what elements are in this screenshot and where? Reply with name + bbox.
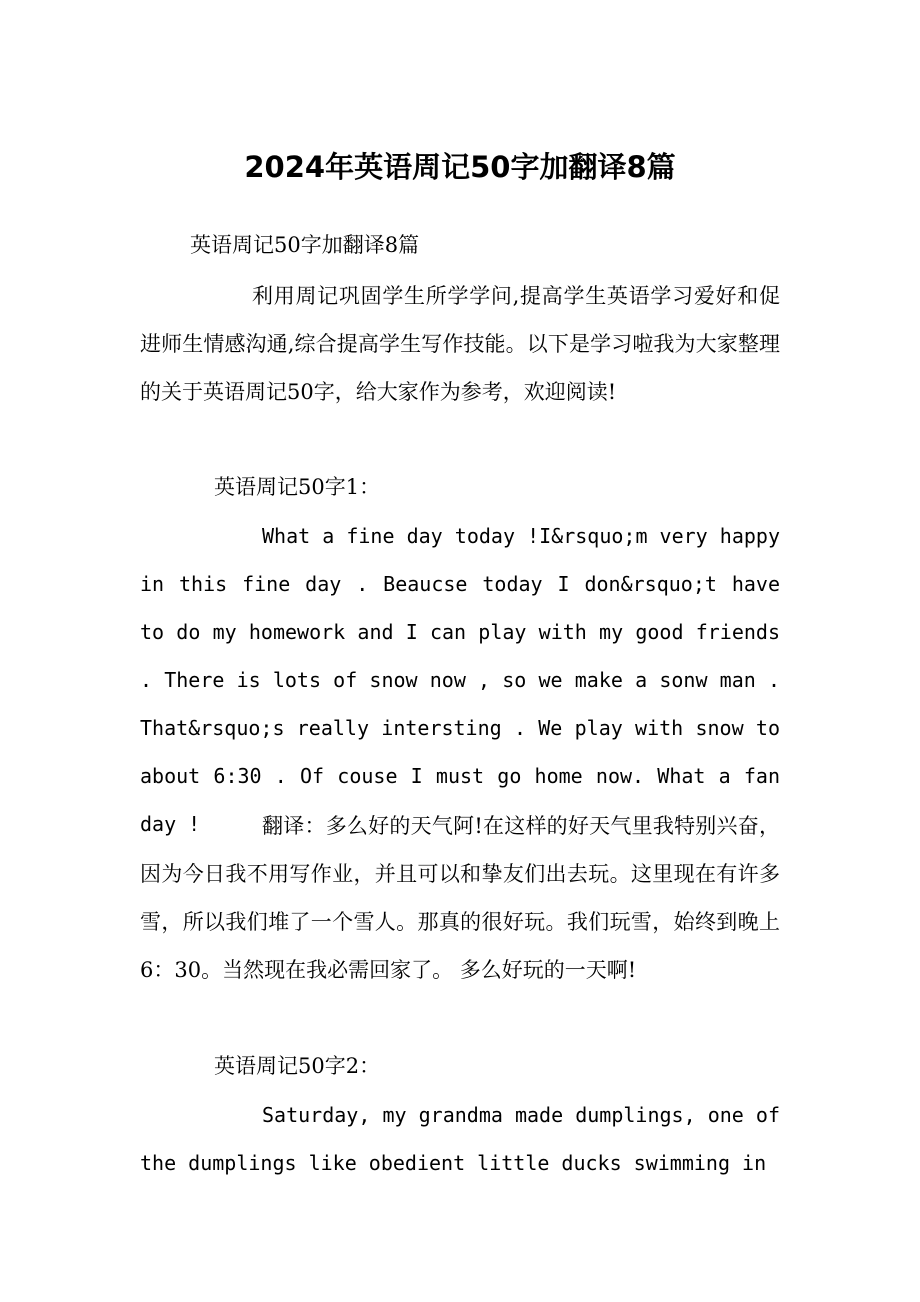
- section-1-english-text: What a fine day today !I&rsquo;m very happy in this fine day . Beaucse today I don&rsquo;t have to do my homework and I can play with my good friends . There is lots of snow now , so we make a sonw man . That&rsquo;s really intersting . We play with snow to about 6:30 . Of couse I must go home now. What a fan day !: [140, 524, 780, 836]
- section-2-english-text: Saturday, my grandma made dumplings, one of the dumplings like obedient little ducks swimming in: [140, 1103, 780, 1175]
- section-2-heading: 英语周记50字2：: [214, 1054, 381, 1078]
- section-1-heading: 英语周记50字1：: [214, 475, 381, 499]
- document-subtitle: 英语周记50字加翻译8篇: [190, 233, 420, 257]
- section-1-translation: 翻译：多么好的天气阿!在这样的好天气里我特别兴奋，因为今日我不用写作业，并且可以和挚友们出去玩。这里现在有许多雪，所以我们堆了一个雪人。那真的很好玩。我们玩雪，始终到晚上6：30。当然现在我必需回家了。 多么好玩的一天啊!: [140, 814, 780, 982]
- intro-paragraph: 利用周记巩固学生所学学问,提高学生英语学习爱好和促进师生情感沟通,综合提高学生写作技能。以下是学习啦我为大家整理的关于英语周记50字，给大家作为参考，欢迎阅读!: [140, 284, 780, 404]
- document-title: 2024年英语周记50字加翻译8篇: [244, 150, 676, 184]
